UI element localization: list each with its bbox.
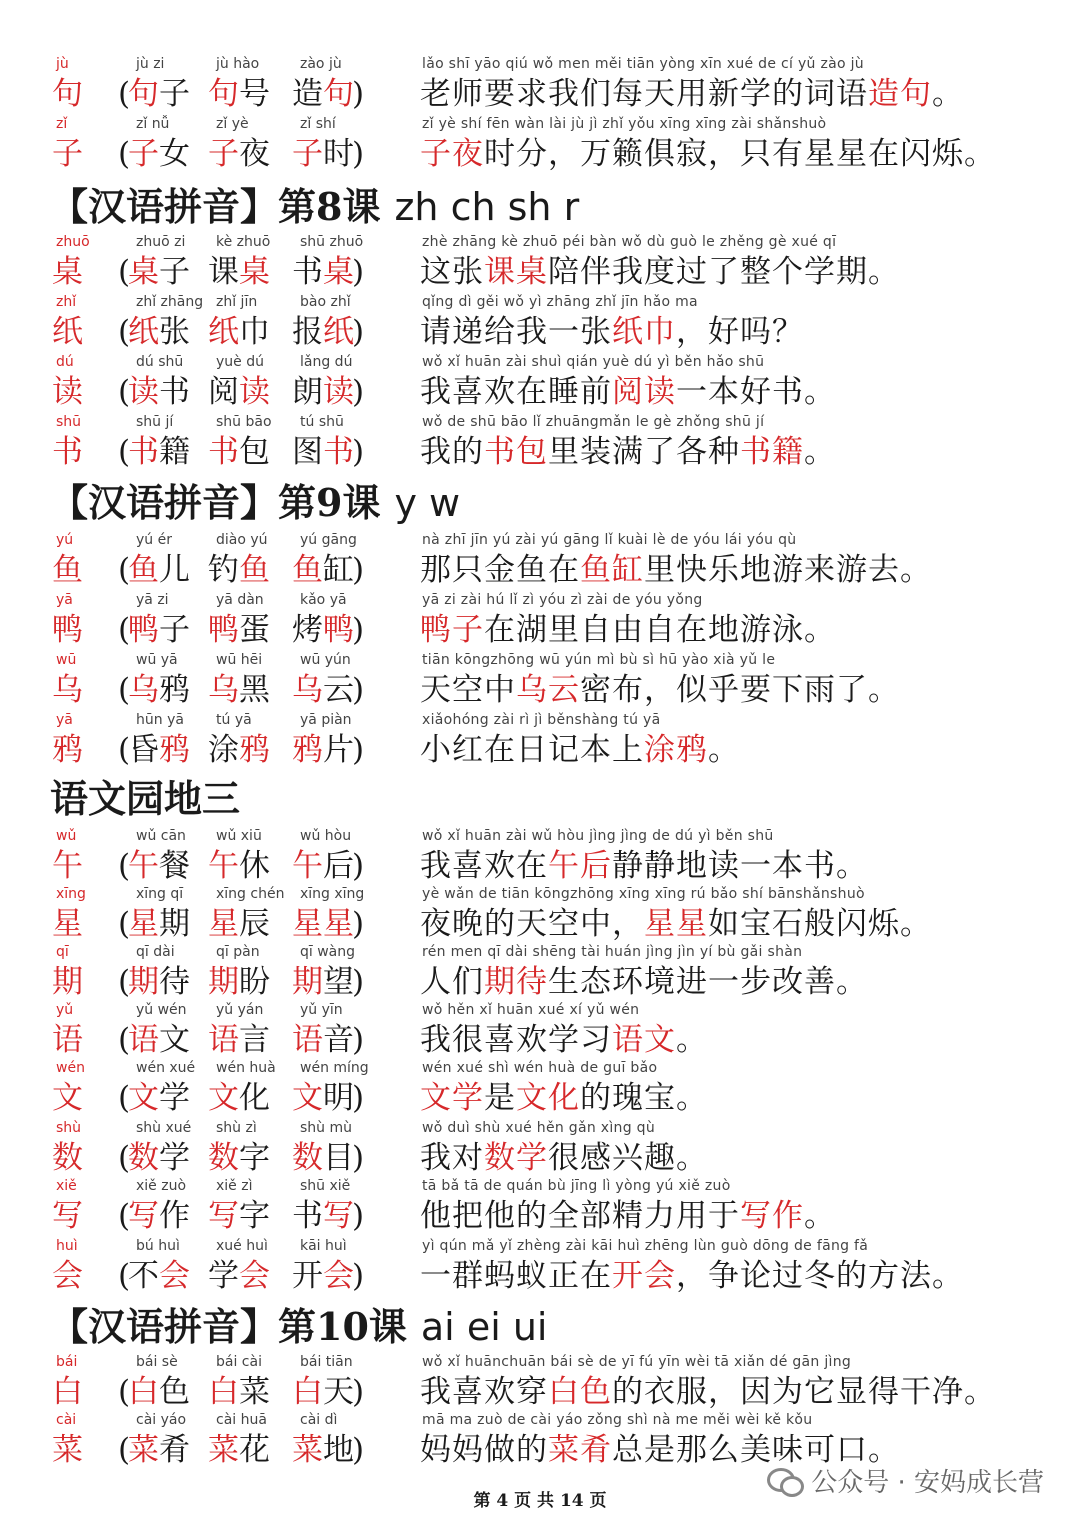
char-pinyin: cài	[56, 1412, 77, 1428]
sentence-pinyin: zǐ yè shí fēn wàn lài jù jì zhǐ yǒu xīng xīng zài shǎnshuò	[422, 116, 827, 132]
compound-word: 书包	[208, 434, 270, 470]
word-pinyin: zhuō zi	[136, 234, 186, 250]
sentence-pinyin: yè wǎn de tiān kōngzhōng xīng xīng rú bǎo shí bānshǎnshuò	[422, 886, 865, 902]
compound-word: 写字	[208, 1198, 270, 1234]
sentence-pinyin: nà zhī jīn yú zài yú gāng lǐ kuài lè de yóu lái yóu qù	[422, 532, 797, 548]
example-sentence: 妈妈做的菜肴总是那么美味可口。	[420, 1432, 900, 1468]
word-pinyin: dú shū	[136, 354, 184, 370]
char-pinyin: zhǐ	[56, 294, 77, 310]
compound-word: 数目	[292, 1140, 354, 1176]
example-sentence: 小红在日记本上涂鸦。	[420, 732, 740, 768]
word-pinyin: cài dì	[300, 1412, 338, 1428]
head-character: 午	[52, 848, 83, 884]
open-paren: (	[118, 1080, 131, 1116]
close-paren: )	[352, 254, 365, 290]
compound-word: 子夜	[208, 136, 270, 172]
word-pinyin: qī pàn	[216, 944, 260, 960]
char-pinyin: wū	[56, 652, 77, 668]
word-pinyin: zǐ shí	[300, 116, 336, 132]
compound-word: 语文	[128, 1022, 190, 1058]
char-pinyin: yā	[56, 592, 73, 608]
compound-word: 书写	[292, 1198, 354, 1234]
open-paren: (	[118, 314, 131, 350]
compound-word: 课桌	[208, 254, 270, 290]
example-sentence: 请递给我一张纸巾，好吗？	[420, 314, 804, 350]
example-sentence: 子夜时分，万籁俱寂，只有星星在闪烁。	[420, 136, 996, 172]
section-heading	[50, 478, 460, 528]
example-sentence: 他把他的全部精力用于写作。	[420, 1198, 836, 1234]
word-pinyin: xīng xīng	[300, 886, 365, 902]
compound-word: 开会	[292, 1258, 354, 1294]
word-pinyin: shù mù	[300, 1120, 353, 1136]
word-pinyin: tú shū	[300, 414, 344, 430]
char-pinyin: shū	[56, 414, 82, 430]
word-pinyin: wén míng	[300, 1060, 369, 1076]
vocab-row	[0, 116, 1080, 176]
char-pinyin: huì	[56, 1238, 78, 1254]
section-title: 语文园地三	[50, 776, 241, 821]
head-character: 数	[52, 1140, 83, 1176]
example-sentence: 人们期待生态环境进一步改善。	[420, 964, 868, 1000]
compound-word: 报纸	[292, 314, 354, 350]
compound-word: 烤鸭	[292, 612, 354, 648]
char-pinyin: yā	[56, 712, 73, 728]
word-pinyin: yǔ yīn	[300, 1002, 343, 1018]
example-sentence: 老师要求我们每天用新学的词语造句。	[420, 76, 964, 112]
compound-word: 书籍	[128, 434, 190, 470]
compound-word: 白天	[292, 1374, 354, 1410]
example-sentence: 我喜欢穿白色的衣服，因为它显得干净。	[420, 1374, 996, 1410]
open-paren: (	[118, 1374, 131, 1410]
compound-word: 学会	[208, 1258, 270, 1294]
word-pinyin: yǔ wén	[136, 1002, 187, 1018]
compound-word: 纸巾	[208, 314, 270, 350]
close-paren: )	[352, 906, 365, 942]
compound-word: 文化	[208, 1080, 270, 1116]
compound-word: 文明	[292, 1080, 354, 1116]
open-paren: (	[118, 612, 131, 648]
sentence-pinyin: wǒ de shū bāo lǐ zhuāngmǎn le gè zhǒng shū jí	[422, 414, 765, 430]
char-pinyin: xiě	[56, 1178, 77, 1194]
vocab-row	[0, 944, 1080, 1004]
compound-word: 乌鸦	[128, 672, 190, 708]
section-title: 【汉语拼音】第10课	[50, 1304, 407, 1349]
word-pinyin: shù zì	[216, 1120, 257, 1136]
compound-word: 星辰	[208, 906, 270, 942]
word-pinyin: shū jí	[136, 414, 174, 430]
close-paren: )	[352, 1140, 365, 1176]
close-paren: )	[352, 612, 365, 648]
compound-word: 期待	[128, 964, 190, 1000]
sentence-pinyin: mā ma zuò de cài yáo zǒng shì nà me měi wèi kě kǒu	[422, 1412, 813, 1428]
word-pinyin: jù zi	[136, 56, 165, 72]
section-heading	[50, 182, 579, 232]
compound-word: 不会	[128, 1258, 190, 1294]
head-character: 读	[52, 374, 83, 410]
close-paren: )	[352, 1198, 365, 1234]
open-paren: (	[118, 254, 131, 290]
word-pinyin: wén huà	[216, 1060, 276, 1076]
compound-word: 午后	[292, 848, 354, 884]
word-pinyin: jù hào	[216, 56, 260, 72]
compound-word: 乌云	[292, 672, 354, 708]
vocab-row	[0, 1178, 1080, 1238]
vocab-row	[0, 234, 1080, 294]
compound-word: 书桌	[292, 254, 354, 290]
open-paren: (	[118, 136, 131, 172]
word-pinyin: qī wàng	[300, 944, 356, 960]
head-character: 乌	[52, 672, 83, 708]
vocab-row	[0, 1354, 1080, 1414]
char-pinyin: bái	[56, 1354, 78, 1370]
sentence-pinyin: wǒ xǐ huānchuān bái sè de yī fú yīn wèi tā xiǎn dé gān jìng	[422, 1354, 852, 1370]
open-paren: (	[118, 906, 131, 942]
vocab-row	[0, 294, 1080, 354]
watermark-text: 公众号 · 安妈成长营	[811, 1468, 1044, 1498]
head-character: 期	[52, 964, 83, 1000]
word-pinyin: lǎng dú	[300, 354, 353, 370]
word-pinyin: bào zhǐ	[300, 294, 351, 310]
example-sentence: 我喜欢在午后静静地读一本书。	[420, 848, 868, 884]
open-paren: (	[118, 1198, 131, 1234]
close-paren: )	[352, 314, 365, 350]
watermark	[767, 1462, 1044, 1499]
example-sentence: 鸭子在湖里自由自在地游泳。	[420, 612, 836, 648]
open-paren: (	[118, 732, 131, 768]
compound-word: 造句	[292, 76, 354, 112]
word-pinyin: kǎo yā	[300, 592, 347, 608]
char-pinyin: zǐ	[56, 116, 68, 132]
compound-word: 图书	[292, 434, 354, 470]
word-pinyin: kāi huì	[300, 1238, 347, 1254]
sentence-pinyin: wǒ hěn xǐ huān xué xí yǔ wén	[422, 1002, 640, 1018]
compound-word: 白菜	[208, 1374, 270, 1410]
word-pinyin: shū zhuō	[300, 234, 364, 250]
head-character: 会	[52, 1258, 83, 1294]
head-character: 写	[52, 1198, 83, 1234]
open-paren: (	[118, 848, 131, 884]
open-paren: (	[118, 672, 131, 708]
sentence-pinyin: yā zi zài hú lǐ zì yóu zì zài de yóu yǒng	[422, 592, 703, 608]
example-sentence: 夜晚的天空中，星星如宝石般闪烁。	[420, 906, 932, 942]
compound-word: 鸦片	[292, 732, 354, 768]
word-pinyin: yǔ yán	[216, 1002, 264, 1018]
word-pinyin: wū yún	[300, 652, 351, 668]
word-pinyin: wǔ hòu	[300, 828, 352, 844]
word-pinyin: yú ér	[136, 532, 172, 548]
word-pinyin: xīng qī	[136, 886, 184, 902]
compound-word: 纸张	[128, 314, 190, 350]
word-pinyin: wū hēi	[216, 652, 263, 668]
sentence-pinyin: wǒ xǐ huān zài shuì qián yuè dú yì běn hǎo shū	[422, 354, 765, 370]
char-pinyin: yǔ	[56, 1002, 74, 1018]
close-paren: )	[352, 848, 365, 884]
example-sentence: 天空中乌云密布，似乎要下雨了。	[420, 672, 900, 708]
compound-word: 鸭蛋	[208, 612, 270, 648]
word-pinyin: shū xiě	[300, 1178, 351, 1194]
word-pinyin: yā piàn	[300, 712, 352, 728]
word-pinyin: diào yú	[216, 532, 268, 548]
word-pinyin: cài huā	[216, 1412, 267, 1428]
example-sentence: 我的书包里装满了各种书籍。	[420, 434, 836, 470]
section-pinyin-letters: y w	[394, 481, 461, 525]
example-sentence: 我喜欢在睡前阅读一本好书。	[420, 374, 836, 410]
word-pinyin: tú yā	[216, 712, 252, 728]
compound-word: 昏鸦	[128, 732, 190, 768]
close-paren: )	[352, 552, 365, 588]
close-paren: )	[352, 1258, 365, 1294]
vocab-row	[0, 532, 1080, 592]
close-paren: )	[352, 374, 365, 410]
word-pinyin: qī dài	[136, 944, 175, 960]
compound-word: 写作	[128, 1198, 190, 1234]
compound-word: 桌子	[128, 254, 190, 290]
head-character: 文	[52, 1080, 83, 1116]
compound-word: 语言	[208, 1022, 270, 1058]
head-character: 星	[52, 906, 83, 942]
head-character: 桌	[52, 254, 83, 290]
head-character: 语	[52, 1022, 83, 1058]
word-pinyin: yā zi	[136, 592, 169, 608]
vocab-row	[0, 886, 1080, 946]
close-paren: )	[352, 1432, 365, 1468]
head-character: 菜	[52, 1432, 83, 1468]
section-heading	[50, 774, 240, 824]
char-pinyin: shù	[56, 1120, 82, 1136]
section-title: 【汉语拼音】第9课	[50, 480, 381, 525]
compound-word: 期盼	[208, 964, 270, 1000]
compound-word: 数学	[128, 1140, 190, 1176]
head-character: 句	[52, 76, 83, 112]
compound-word: 子女	[128, 136, 190, 172]
char-pinyin: wén	[56, 1060, 85, 1076]
compound-word: 午餐	[128, 848, 190, 884]
vocab-row	[0, 56, 1080, 116]
example-sentence: 我很喜欢学习语文。	[420, 1022, 708, 1058]
word-pinyin: bái tiān	[300, 1354, 353, 1370]
section-title: 【汉语拼音】第8课	[50, 184, 381, 229]
compound-word: 钓鱼	[208, 552, 270, 588]
compound-word: 菜肴	[128, 1432, 190, 1468]
head-character: 鸭	[52, 612, 83, 648]
word-pinyin: xiě zì	[216, 1178, 253, 1194]
sentence-pinyin: tā bǎ tā de quán bù jīng lì yòng yú xiě zuò	[422, 1178, 731, 1194]
head-character: 书	[52, 434, 83, 470]
compound-word: 午休	[208, 848, 270, 884]
head-character: 鸦	[52, 732, 83, 768]
compound-word: 涂鸦	[208, 732, 270, 768]
char-pinyin: yú	[56, 532, 74, 548]
vocab-row	[0, 1238, 1080, 1298]
compound-word: 鱼缸	[292, 552, 354, 588]
close-paren: )	[352, 732, 365, 768]
word-pinyin: yā dàn	[216, 592, 264, 608]
vocab-row	[0, 1002, 1080, 1062]
compound-word: 数字	[208, 1140, 270, 1176]
word-pinyin: xiě zuò	[136, 1178, 187, 1194]
open-paren: (	[118, 964, 131, 1000]
vocab-row	[0, 354, 1080, 414]
close-paren: )	[352, 76, 365, 112]
vocab-row	[0, 1060, 1080, 1120]
section-pinyin-letters: zh ch sh r	[394, 185, 580, 229]
word-pinyin: yú gāng	[300, 532, 357, 548]
close-paren: )	[352, 672, 365, 708]
word-pinyin: zào jù	[300, 56, 342, 72]
word-pinyin: wū yā	[136, 652, 178, 668]
sentence-pinyin: lǎo shī yāo qiú wǒ men měi tiān yòng xīn xué de cí yǔ zào jù	[422, 56, 864, 72]
open-paren: (	[118, 552, 131, 588]
head-character: 子	[52, 136, 83, 172]
section-pinyin-letters: ai ei ui	[420, 1305, 548, 1349]
open-paren: (	[118, 434, 131, 470]
sentence-pinyin: qǐng dì gěi wǒ yì zhāng zhǐ jīn hǎo ma	[422, 294, 698, 310]
vocab-row	[0, 652, 1080, 712]
vocab-row	[0, 414, 1080, 474]
compound-word: 读书	[128, 374, 190, 410]
word-pinyin: kè zhuō	[216, 234, 271, 250]
compound-word: 鸭子	[128, 612, 190, 648]
open-paren: (	[118, 1022, 131, 1058]
open-paren: (	[118, 374, 131, 410]
word-pinyin: yuè dú	[216, 354, 264, 370]
open-paren: (	[118, 76, 131, 112]
word-pinyin: xué huì	[216, 1238, 268, 1254]
char-pinyin: xīng	[56, 886, 86, 902]
example-sentence: 那只金鱼在鱼缸里快乐地游来游去。	[420, 552, 932, 588]
wechat-icon	[767, 1466, 801, 1496]
example-sentence: 文学是文化的瑰宝。	[420, 1080, 708, 1116]
word-pinyin: wén xué	[136, 1060, 196, 1076]
close-paren: )	[352, 434, 365, 470]
char-pinyin: qī	[56, 944, 69, 960]
close-paren: )	[352, 136, 365, 172]
example-sentence: 这张课桌陪伴我度过了整个学期。	[420, 254, 900, 290]
example-sentence: 一群蚂蚁正在开会，争论过冬的方法。	[420, 1258, 964, 1294]
compound-word: 期望	[292, 964, 354, 1000]
head-character: 白	[52, 1374, 83, 1410]
head-character: 纸	[52, 314, 83, 350]
word-pinyin: zhǐ jīn	[216, 294, 258, 310]
sentence-pinyin: tiān kōngzhōng wū yún mì bù sì hū yào xià yǔ le	[422, 652, 776, 668]
compound-word: 子时	[292, 136, 354, 172]
char-pinyin: jù	[56, 56, 69, 72]
compound-word: 鱼儿	[128, 552, 190, 588]
word-pinyin: bái cài	[216, 1354, 262, 1370]
compound-word: 语音	[292, 1022, 354, 1058]
section-heading	[50, 1302, 547, 1352]
close-paren: )	[352, 1022, 365, 1058]
word-pinyin: bú huì	[136, 1238, 180, 1254]
char-pinyin: dú	[56, 354, 74, 370]
sentence-pinyin: rén men qī dài shēng tài huán jìng jìn yí bù gǎi shàn	[422, 944, 803, 960]
compound-word: 乌黑	[208, 672, 270, 708]
word-pinyin: shū bāo	[216, 414, 272, 430]
vocab-row	[0, 592, 1080, 652]
char-pinyin: wǔ	[56, 828, 77, 844]
head-character: 鱼	[52, 552, 83, 588]
sentence-pinyin: wǒ duì shù xué hěn gǎn xìng qù	[422, 1120, 656, 1136]
vocab-row	[0, 828, 1080, 888]
compound-word: 句号	[208, 76, 270, 112]
open-paren: (	[118, 1432, 131, 1468]
compound-word: 菜地	[292, 1432, 354, 1468]
close-paren: )	[352, 1080, 365, 1116]
compound-word: 阅读	[208, 374, 270, 410]
word-pinyin: shù xué	[136, 1120, 192, 1136]
compound-word: 星期	[128, 906, 190, 942]
sentence-pinyin: wén xué shì wén huà de guī bǎo	[422, 1060, 658, 1076]
word-pinyin: wǔ cān	[136, 828, 186, 844]
compound-word: 白色	[128, 1374, 190, 1410]
word-pinyin: hūn yā	[136, 712, 184, 728]
sentence-pinyin: zhè zhāng kè zhuō péi bàn wǒ dù guò le zhěng gè xué qī	[422, 234, 837, 250]
close-paren: )	[352, 1374, 365, 1410]
compound-word: 朗读	[292, 374, 354, 410]
word-pinyin: cài yáo	[136, 1412, 187, 1428]
sentence-pinyin: xiǎohóng zài rì jì běnshàng tú yā	[422, 712, 661, 728]
open-paren: (	[118, 1258, 131, 1294]
sentence-pinyin: wǒ xǐ huān zài wǔ hòu jìng jìng de dú yì běn shū	[422, 828, 774, 844]
word-pinyin: zhǐ zhāng	[136, 294, 204, 310]
char-pinyin: zhuō	[56, 234, 90, 250]
vocab-row	[0, 1120, 1080, 1180]
page-footer: 第 4 页 共 14 页	[473, 1491, 607, 1511]
word-pinyin: zǐ yè	[216, 116, 249, 132]
word-pinyin: xīng chén	[216, 886, 285, 902]
compound-word: 文学	[128, 1080, 190, 1116]
word-pinyin: bái sè	[136, 1354, 178, 1370]
close-paren: )	[352, 964, 365, 1000]
word-pinyin: wǔ xiū	[216, 828, 262, 844]
sentence-pinyin: yì qún mǎ yǐ zhèng zài kāi huì zhēng lùn guò dōng de fāng fǎ	[422, 1238, 869, 1254]
compound-word: 星星	[292, 906, 354, 942]
word-pinyin: zǐ nǚ	[136, 116, 170, 132]
example-sentence: 我对数学很感兴趣。	[420, 1140, 708, 1176]
open-paren: (	[118, 1140, 131, 1176]
vocab-row	[0, 712, 1080, 772]
compound-word: 菜花	[208, 1432, 270, 1468]
compound-word: 句子	[128, 76, 190, 112]
